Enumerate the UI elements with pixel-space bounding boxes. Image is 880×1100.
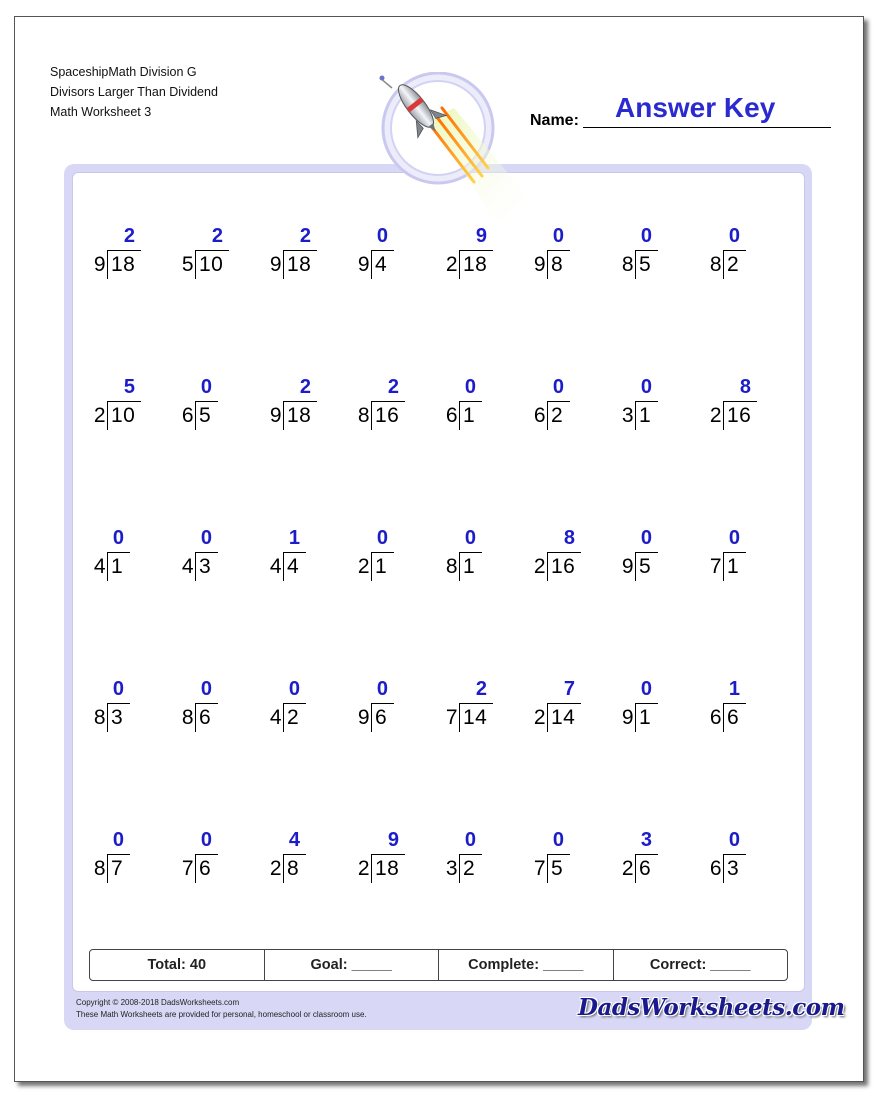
quotient-answer: 8 [563, 527, 575, 549]
brand-logo[interactable]: DadsWorksheets.com [578, 994, 845, 1021]
dividend: 6 [727, 706, 740, 729]
quotient-answer: 2 [299, 225, 311, 247]
divisor: 2 [533, 706, 546, 729]
division-problem [698, 526, 778, 586]
division-problem [698, 224, 778, 284]
division-problem [346, 828, 426, 888]
divisor: 8 [621, 253, 634, 276]
quotient-answer: 0 [728, 225, 740, 247]
divisor: 6 [709, 857, 722, 880]
answer-key-title: Answer Key [615, 92, 776, 123]
name-label: Name: [530, 112, 579, 129]
divisor: 8 [93, 857, 106, 880]
quotient-answer: 5 [123, 376, 135, 398]
quotient-answer: 4 [288, 829, 300, 851]
quotient-answer: 0 [464, 376, 476, 398]
divisor: 8 [181, 706, 194, 729]
divisor: 8 [445, 555, 458, 578]
division-problem [346, 224, 426, 284]
quotient-answer: 0 [200, 527, 212, 549]
quotient-answer: 1 [728, 678, 740, 700]
division-problem [82, 526, 162, 586]
division-problem [698, 677, 778, 737]
quotient-answer: 0 [112, 527, 124, 549]
worksheet-subtitle: Divisors Larger Than Dividend [50, 85, 218, 99]
dividend: 2 [287, 706, 300, 729]
goal-cell[interactable]: Goal: _____ [265, 950, 440, 980]
divisor: 6 [533, 404, 546, 427]
division-problem [610, 828, 690, 888]
dividend: 3 [111, 706, 124, 729]
divisor: 9 [357, 253, 370, 276]
division-problem [258, 677, 338, 737]
division-problem [522, 677, 602, 737]
quotient-answer: 2 [475, 678, 487, 700]
usage-line: These Math Worksheets are provided for personal, homeschool or classroom use. [76, 1010, 367, 1019]
quotient-answer: 9 [387, 829, 399, 851]
division-problem [258, 828, 338, 888]
dividend: 1 [639, 706, 652, 729]
divisor: 3 [445, 857, 458, 880]
quotient-answer: 0 [640, 527, 652, 549]
dividend: 1 [727, 555, 740, 578]
dividend: 18 [287, 404, 312, 427]
dividend: 8 [287, 857, 300, 880]
dividend: 6 [199, 706, 212, 729]
quotient-answer: 0 [552, 376, 564, 398]
correct-cell[interactable]: Correct: _____ [649, 957, 751, 973]
dividend: 18 [375, 857, 400, 880]
division-problem [170, 677, 250, 737]
divisor: 2 [445, 253, 458, 276]
division-problem [346, 375, 426, 435]
quotient-answer: 3 [640, 829, 652, 851]
dividend: 5 [639, 555, 652, 578]
division-problem [434, 375, 514, 435]
divisor: 4 [181, 555, 194, 578]
dividend: 7 [111, 857, 124, 880]
quotient-answer: 9 [475, 225, 487, 247]
quotient-answer: 0 [728, 527, 740, 549]
divisor: 7 [709, 555, 722, 578]
quotient-answer: 0 [728, 829, 740, 851]
dividend: 8 [551, 253, 564, 276]
quotient-answer: 7 [563, 678, 575, 700]
dividend: 2 [727, 253, 740, 276]
quotient-answer: 0 [200, 376, 212, 398]
divisor: 8 [357, 404, 370, 427]
division-problem [170, 224, 250, 284]
quotient-answer: 8 [739, 376, 751, 398]
division-problem [522, 828, 602, 888]
rocket-logo-icon [378, 72, 538, 222]
divisor: 8 [93, 706, 106, 729]
quotient-answer: 2 [299, 376, 311, 398]
dividend: 1 [463, 404, 476, 427]
divisor: 9 [357, 706, 370, 729]
divisor: 2 [533, 555, 546, 578]
quotient-answer: 0 [288, 678, 300, 700]
division-problem [522, 526, 602, 586]
dividend: 1 [111, 555, 124, 578]
dividend: 6 [375, 706, 388, 729]
divisor: 8 [709, 253, 722, 276]
dividend: 5 [199, 404, 212, 427]
name-line[interactable] [583, 127, 831, 128]
total-cell: Total: 40 [90, 950, 265, 980]
dividend: 16 [727, 404, 752, 427]
dividend: 10 [199, 253, 224, 276]
dividend: 3 [727, 857, 740, 880]
division-problem [698, 828, 778, 888]
worksheet-title: SpaceshipMath Division G [50, 65, 197, 79]
division-problem [258, 526, 338, 586]
quotient-answer: 0 [200, 678, 212, 700]
divisor: 4 [269, 555, 282, 578]
dividend: 18 [111, 253, 136, 276]
quotient-answer: 0 [640, 376, 652, 398]
division-problem [82, 828, 162, 888]
divisor: 7 [445, 706, 458, 729]
division-problem [610, 224, 690, 284]
worksheet-number: Math Worksheet 3 [50, 105, 152, 119]
division-problem [434, 677, 514, 737]
division-problem [170, 375, 250, 435]
division-problem [346, 677, 426, 737]
quotient-answer: 0 [464, 829, 476, 851]
divisor: 6 [445, 404, 458, 427]
dividend: 16 [551, 555, 576, 578]
divisor: 9 [269, 253, 282, 276]
quotient-answer: 0 [640, 225, 652, 247]
divisor: 2 [621, 857, 634, 880]
dividend: 2 [463, 857, 476, 880]
division-problem [698, 375, 778, 435]
complete-cell[interactable]: Complete: _____ [439, 950, 614, 980]
divisor: 2 [357, 555, 370, 578]
divisor: 2 [709, 404, 722, 427]
dividend: 4 [375, 253, 388, 276]
score-table [89, 949, 788, 981]
dividend: 14 [551, 706, 576, 729]
dividend: 3 [199, 555, 212, 578]
dividend: 10 [111, 404, 136, 427]
divisor: 9 [621, 706, 634, 729]
quotient-answer: 2 [123, 225, 135, 247]
dividend: 1 [463, 555, 476, 578]
dividend: 14 [463, 706, 488, 729]
divisor: 6 [709, 706, 722, 729]
divisor: 2 [357, 857, 370, 880]
dividend: 1 [375, 555, 388, 578]
dividend: 6 [199, 857, 212, 880]
divisor: 4 [93, 555, 106, 578]
division-problem [258, 224, 338, 284]
division-problem [82, 677, 162, 737]
divisor: 2 [269, 857, 282, 880]
quotient-answer: 1 [288, 527, 300, 549]
dividend: 5 [639, 253, 652, 276]
dividend: 4 [287, 555, 300, 578]
division-problem [434, 828, 514, 888]
division-problem [610, 677, 690, 737]
quotient-answer: 0 [376, 678, 388, 700]
quotient-answer: 0 [552, 829, 564, 851]
divisor: 5 [181, 253, 194, 276]
dividend: 16 [375, 404, 400, 427]
quotient-answer: 0 [200, 829, 212, 851]
division-problem [82, 224, 162, 284]
dividend: 5 [551, 857, 564, 880]
copyright-line: Copyright © 2008-2018 DadsWorksheets.com [76, 998, 240, 1007]
divisor: 3 [621, 404, 634, 427]
division-problem [170, 526, 250, 586]
dividend: 2 [551, 404, 564, 427]
divisor: 2 [93, 404, 106, 427]
dividend: 18 [287, 253, 312, 276]
dividend: 18 [463, 253, 488, 276]
division-problem [610, 375, 690, 435]
quotient-answer: 0 [112, 829, 124, 851]
divisor: 7 [181, 857, 194, 880]
quotient-answer: 0 [112, 678, 124, 700]
divisor: 7 [533, 857, 546, 880]
division-problem [610, 526, 690, 586]
division-problem [434, 526, 514, 586]
divisor: 9 [533, 253, 546, 276]
divisor: 6 [181, 404, 194, 427]
division-problem [434, 224, 514, 284]
dividend: 6 [639, 857, 652, 880]
division-problem [522, 375, 602, 435]
division-problem [346, 526, 426, 586]
quotient-answer: 0 [552, 225, 564, 247]
worksheet-header [50, 62, 218, 122]
quotient-answer: 2 [387, 376, 399, 398]
divisor: 9 [269, 404, 282, 427]
division-problem [82, 375, 162, 435]
copyright-notice [76, 997, 367, 1021]
divisor: 4 [269, 706, 282, 729]
quotient-answer: 0 [376, 527, 388, 549]
quotient-answer: 0 [376, 225, 388, 247]
division-problem [522, 224, 602, 284]
quotient-answer: 0 [464, 527, 476, 549]
dividend: 1 [639, 404, 652, 427]
division-problem [170, 828, 250, 888]
quotient-answer: 0 [640, 678, 652, 700]
division-problem [258, 375, 338, 435]
divisor: 9 [621, 555, 634, 578]
quotient-answer: 2 [211, 225, 223, 247]
divisor: 9 [93, 253, 106, 276]
